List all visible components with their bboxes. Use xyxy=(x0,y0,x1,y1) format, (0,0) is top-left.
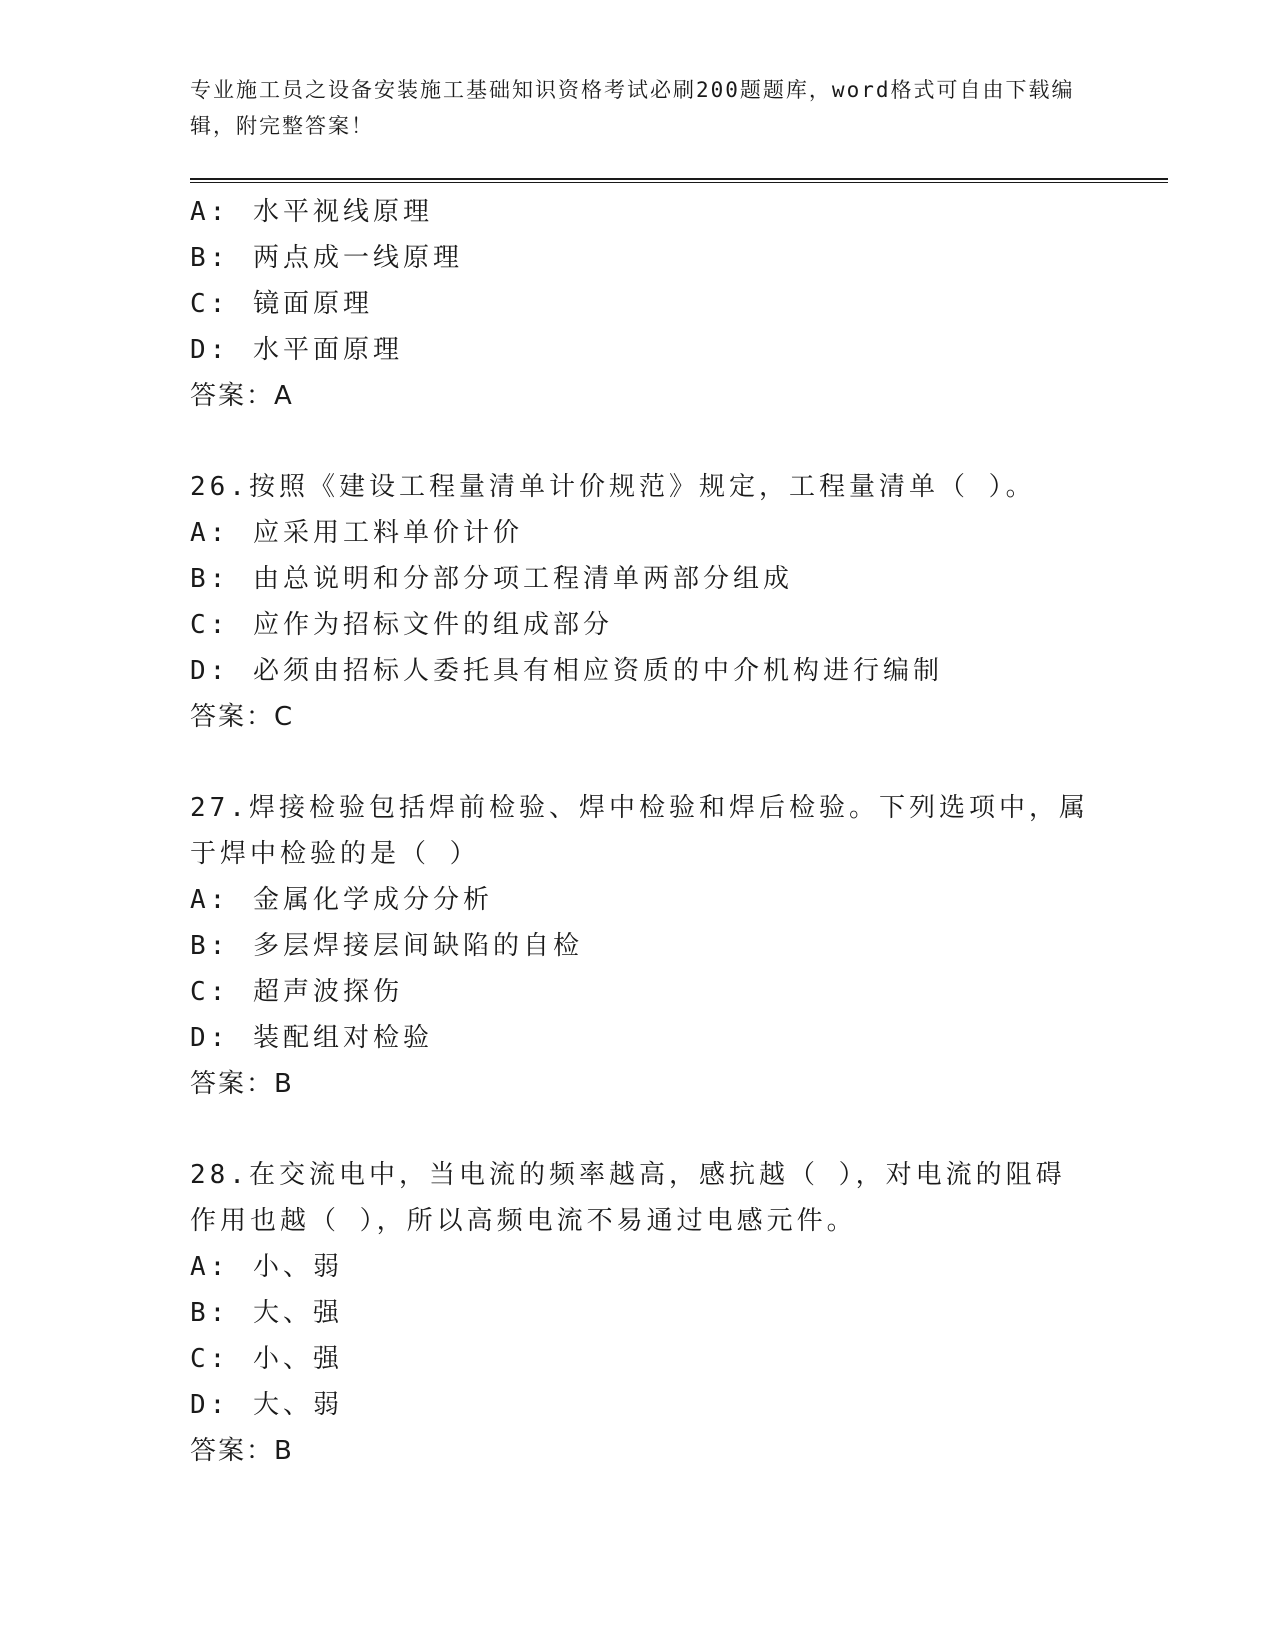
option-a xyxy=(190,510,1090,556)
option-c xyxy=(190,969,1090,1015)
spacer xyxy=(190,740,1090,785)
option-d xyxy=(190,327,1090,373)
question-list xyxy=(190,189,1090,1474)
question-stem: 28.在交流电中，当电流的频率越高，感抗越（ ），对电流的阻碍作用也越（ ），所以高频电流不易通过电感元件。 xyxy=(190,1160,1066,1236)
option-letter: B: xyxy=(190,243,230,273)
option-letter: C: xyxy=(190,977,230,1007)
option-b xyxy=(190,235,1090,281)
option-text: 大、强 xyxy=(252,1298,343,1328)
header-divider-thin xyxy=(190,182,1168,183)
question-27 xyxy=(190,785,1090,1107)
option-letter: B: xyxy=(190,931,230,961)
option-text: 金属化学成分分析 xyxy=(252,885,493,915)
option-text: 超声波探伤 xyxy=(252,977,403,1007)
option-letter: D: xyxy=(190,656,230,686)
option-a xyxy=(190,1244,1090,1290)
answer: 答案：C xyxy=(190,702,295,732)
option-letter: A: xyxy=(190,885,230,915)
option-text: 水平视线原理 xyxy=(252,197,433,227)
option-b xyxy=(190,556,1090,602)
option-letter: B: xyxy=(190,564,230,594)
option-text: 大、弱 xyxy=(252,1390,343,1420)
header-divider-thick xyxy=(190,178,1168,180)
option-letter: D: xyxy=(190,1023,230,1053)
document-header: 专业施工员之设备安装施工基础知识资格考试必刷200题题库，word格式可自由下载编辑，附完整答案！ xyxy=(190,78,1075,138)
option-text: 应作为招标文件的组成部分 xyxy=(252,610,613,640)
option-d xyxy=(190,1015,1090,1061)
spacer xyxy=(190,419,1090,464)
question-28 xyxy=(190,1152,1090,1474)
option-letter: A: xyxy=(190,1252,230,1282)
option-letter: A: xyxy=(190,518,230,548)
option-c xyxy=(190,281,1090,327)
option-letter: C: xyxy=(190,289,230,319)
option-text: 镜面原理 xyxy=(252,289,373,319)
option-b xyxy=(190,1290,1090,1336)
option-a xyxy=(190,189,1090,235)
question-stem: 26.按照《建设工程量清单计价规范》规定，工程量清单（ ）。 xyxy=(190,472,1036,502)
option-b xyxy=(190,923,1090,969)
option-text: 由总说明和分部分项工程清单两部分组成 xyxy=(252,564,793,594)
option-text: 小、强 xyxy=(252,1344,343,1374)
answer: 答案：A xyxy=(190,381,294,411)
option-letter: D: xyxy=(190,335,230,365)
option-letter: C: xyxy=(190,1344,230,1374)
answer: 答案：B xyxy=(190,1436,294,1466)
answer: 答案：B xyxy=(190,1069,294,1099)
option-letter: A: xyxy=(190,197,230,227)
question-25 xyxy=(190,189,1090,419)
option-a xyxy=(190,877,1090,923)
option-d xyxy=(190,648,1090,694)
option-text: 多层焊接层间缺陷的自检 xyxy=(252,931,583,961)
option-text: 两点成一线原理 xyxy=(252,243,463,273)
question-26 xyxy=(190,464,1090,740)
question-stem: 27.焊接检验包括焊前检验、焊中检验和焊后检验。下列选项中，属于焊中检验的是（ ） xyxy=(190,793,1089,869)
option-text: 小、弱 xyxy=(252,1252,343,1282)
option-letter: B: xyxy=(190,1298,230,1328)
option-d xyxy=(190,1382,1090,1428)
option-c xyxy=(190,602,1090,648)
option-letter: D: xyxy=(190,1390,230,1420)
option-text: 水平面原理 xyxy=(252,335,403,365)
option-letter: C: xyxy=(190,610,230,640)
option-text: 必须由招标人委托具有相应资质的中介机构进行编制 xyxy=(252,656,943,686)
option-text: 应采用工料单价计价 xyxy=(252,518,523,548)
spacer xyxy=(190,1107,1090,1152)
option-text: 装配组对检验 xyxy=(252,1023,433,1053)
option-c xyxy=(190,1336,1090,1382)
